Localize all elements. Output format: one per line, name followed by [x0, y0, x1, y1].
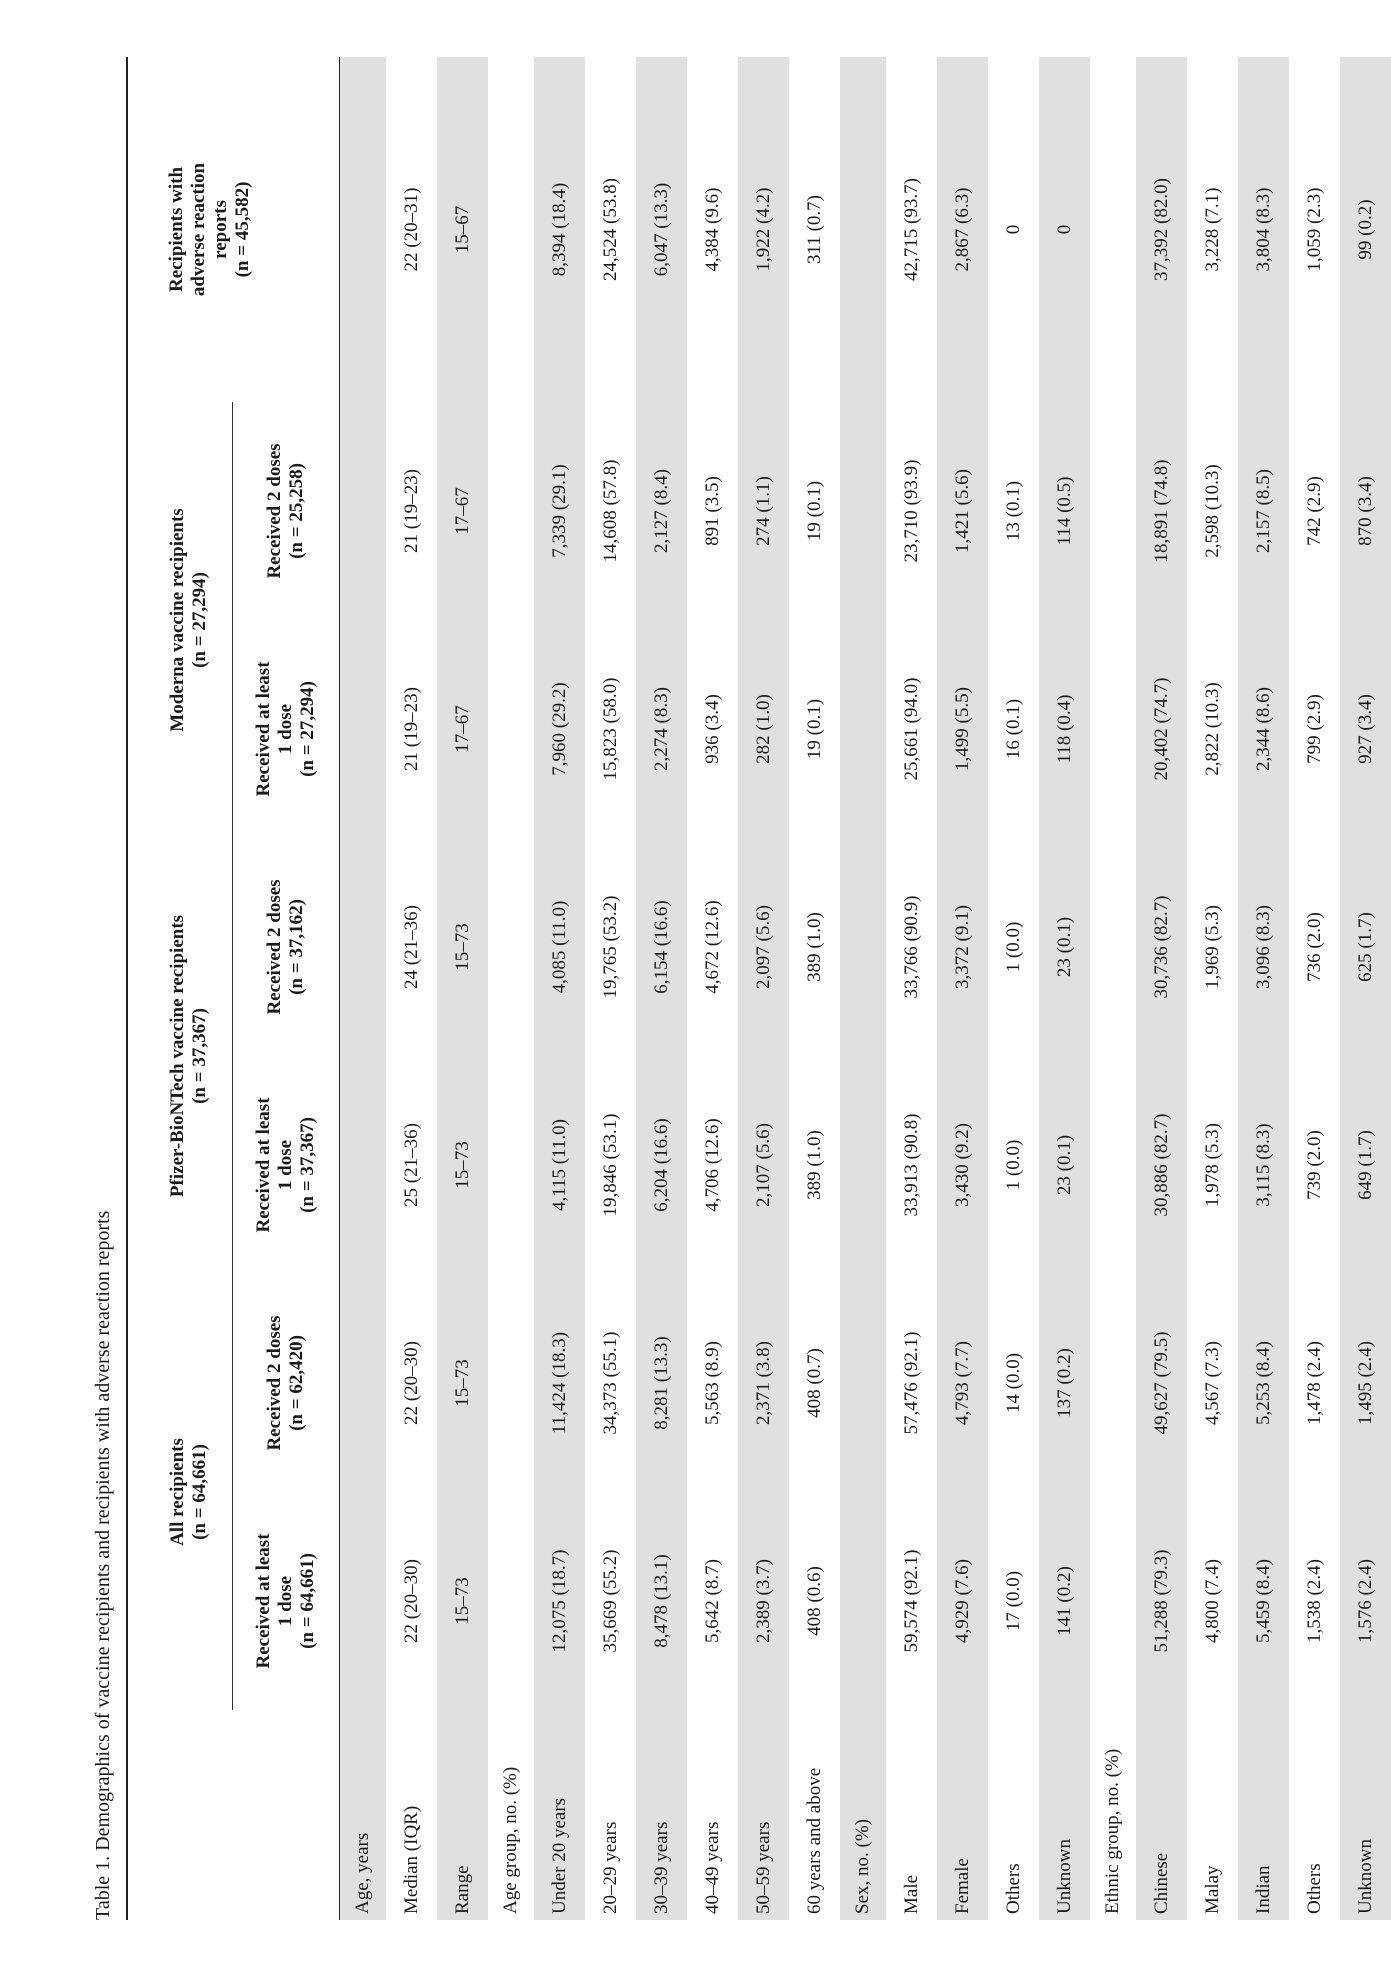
table-cell: 24,524 (53.8) — [599, 178, 621, 281]
table-cell — [1090, 57, 1136, 402]
subheader-pfizer-1-dose — [233, 1056, 340, 1274]
table-cell: 739 (2.0) — [1303, 1130, 1325, 1200]
table-cell: 4,793 (7.7) — [937, 1274, 988, 1492]
header-text: (n = 62,420) — [286, 1335, 307, 1431]
table-cell: 19,846 (53.1) — [599, 1113, 621, 1217]
table-cell — [340, 57, 387, 402]
table-cell: 13 (0.1) — [1002, 480, 1024, 542]
table-cell — [840, 1492, 886, 1710]
table-cell: 2,157 (8.5) — [1238, 402, 1289, 620]
table-cell: 15–73 — [437, 1274, 488, 1492]
table-cell: 11,424 (18.3) — [534, 1274, 585, 1492]
table-cell: 6,204 (16.6) — [636, 1056, 687, 1274]
table-cell: 25 (21–36) — [400, 1123, 422, 1207]
table-cell: 5,642 (8.7) — [701, 1559, 723, 1643]
table-cell: 17 (0.0) — [1002, 1570, 1024, 1632]
table-row — [437, 57, 488, 1920]
table-cell: 51,288 (79.3) — [1136, 1492, 1187, 1710]
table-cell: 30,886 (82.7) — [1136, 1056, 1187, 1274]
table-cell — [1090, 1056, 1136, 1274]
table-cell: 4,384 (9.6) — [701, 187, 723, 272]
table-cell: 8,478 (13.1) — [636, 1492, 687, 1710]
table-cell: 19,765 (53.2) — [599, 895, 621, 999]
header-text: All recipients — [167, 1438, 188, 1546]
table-row — [1136, 57, 1187, 1920]
table-cell: 1,538 (2.4) — [1303, 1559, 1325, 1643]
table-cell — [1090, 402, 1136, 620]
table-cell: 742 (2.9) — [1303, 476, 1325, 546]
row-label: 30–39 years — [636, 1710, 687, 1920]
row-label: Others — [1303, 1863, 1325, 1914]
table-cell — [340, 620, 387, 838]
group-header-row — [146, 57, 233, 1920]
table-cell: 408 (0.6) — [803, 1566, 825, 1636]
table-cell: 14,608 (57.8) — [599, 459, 621, 563]
table-cell: 4,706 (12.6) — [701, 1118, 723, 1212]
table-cell: 2,097 (5.6) — [738, 838, 789, 1056]
header-text: (n = 64,661) — [297, 1553, 318, 1649]
table-row — [1238, 57, 1289, 1920]
table-cell: 49,627 (79.5) — [1136, 1274, 1187, 1492]
table-cell: 7,960 (29.2) — [534, 620, 585, 838]
table-cell: 42,715 (93.7) — [900, 178, 922, 281]
stub-header — [146, 1710, 340, 1920]
row-label: Indian — [1238, 1710, 1289, 1920]
row-label: Sex, no. (%) — [840, 1710, 886, 1920]
table-cell: 33,766 (90.9) — [900, 895, 922, 999]
table-cell — [1090, 620, 1136, 838]
table-cell: 1 (0.0) — [1002, 921, 1024, 973]
table-cell: 1,421 (5.6) — [937, 402, 988, 620]
table-cell: 1,978 (5.3) — [1201, 1123, 1223, 1207]
table-cell: 22 (20–31) — [400, 187, 422, 272]
header-text: Recipients with adverse reaction reports — [166, 162, 231, 297]
table-cell — [488, 402, 534, 620]
table-cell — [488, 838, 534, 1056]
table-cell: 2,107 (5.6) — [738, 1056, 789, 1274]
table-cell: 19 (0.1) — [803, 480, 825, 542]
table-cell: 23,710 (93.9) — [900, 459, 922, 563]
header-text: 1 dose — [275, 703, 296, 755]
table-cell — [1090, 1274, 1136, 1492]
table-cell: 4,567 (7.3) — [1201, 1341, 1223, 1425]
header-text: (n = 37,162) — [286, 899, 307, 995]
table-cell: 23 (0.1) — [1039, 838, 1090, 1056]
table-cell: 274 (1.1) — [738, 402, 789, 620]
section-row — [340, 57, 387, 1920]
table-cell — [488, 620, 534, 838]
row-label: Ethnic group, no. (%) — [1102, 1748, 1123, 1914]
subheader-moderna-2-doses — [233, 402, 340, 620]
row-label: Median (IQR) — [400, 1805, 422, 1914]
table-cell: 4,672 (12.6) — [701, 900, 723, 994]
table-cell: 15–73 — [437, 838, 488, 1056]
table-cell: 24 (21–36) — [400, 905, 422, 989]
table-cell: 22 (20–30) — [400, 1559, 422, 1643]
header-text: (n = 25,258) — [286, 463, 307, 559]
table-cell: 408 (0.7) — [803, 1348, 825, 1418]
table-cell: 35,669 (55.2) — [599, 1549, 621, 1653]
subheader-pfizer-2-doses — [233, 838, 340, 1056]
table-cell — [840, 1056, 886, 1274]
table-cell: 1 (0.0) — [1002, 1139, 1024, 1191]
table-cell: 2,822 (10.3) — [1201, 682, 1223, 776]
table-cell: 5,253 (8.4) — [1238, 1274, 1289, 1492]
table-cell: 625 (1.7) — [1340, 838, 1391, 1056]
header-text: Received at least — [253, 661, 274, 797]
table-row — [636, 57, 687, 1920]
table-cell: 799 (2.9) — [1303, 694, 1325, 764]
header-text: (n = 64,661) — [189, 1444, 210, 1540]
table-cell: 14 (0.0) — [1002, 1352, 1024, 1414]
table-cell: 389 (1.0) — [803, 1130, 825, 1200]
table-cell: 3,430 (9.2) — [937, 1056, 988, 1274]
table-cell: 927 (3.4) — [1340, 620, 1391, 838]
table-cell: 1,478 (2.4) — [1303, 1341, 1325, 1425]
section-row — [1090, 57, 1136, 1920]
table-cell: 891 (3.5) — [701, 476, 723, 546]
header-text: Moderna vaccine recipients — [167, 508, 188, 732]
table-cell: 33,913 (90.8) — [900, 1113, 922, 1217]
table-cell — [488, 1056, 534, 1274]
top-rule — [126, 57, 128, 1920]
header-text: Pfizer-BioNTech vaccine recipients — [167, 914, 188, 1198]
header-text: (n = 37,367) — [189, 1008, 210, 1104]
header-text: Received 2 doses — [264, 443, 285, 579]
row-label: Malay — [1201, 1865, 1223, 1914]
table-cell — [840, 838, 886, 1056]
table-cell — [488, 1492, 534, 1710]
table-row — [534, 57, 585, 1920]
table-cell: 5,459 (8.4) — [1238, 1492, 1289, 1710]
table-cell: 20,402 (74.7) — [1136, 620, 1187, 838]
group-header-all — [146, 1274, 233, 1710]
subheader-all-1-dose — [233, 1492, 340, 1710]
table-cell: 2,344 (8.6) — [1238, 620, 1289, 838]
table-cell: 23 (0.1) — [1039, 1056, 1090, 1274]
subheader-all-2-doses — [233, 1274, 340, 1492]
table-row — [1187, 57, 1238, 1920]
row-label: Age group, no. (%) — [500, 1766, 521, 1914]
table-cell: 3,115 (8.3) — [1238, 1056, 1289, 1274]
table-cell: 15–73 — [437, 1492, 488, 1710]
table-cell: 6,154 (16.6) — [636, 838, 687, 1056]
table-cell: 311 (0.7) — [803, 195, 825, 264]
table-cell: 736 (2.0) — [1303, 912, 1325, 982]
table-row — [789, 57, 840, 1920]
table-cell: 3,228 (7.1) — [1201, 187, 1223, 272]
table-cell: 1,922 (4.2) — [738, 57, 789, 402]
header-text: 1 dose — [275, 1575, 296, 1627]
table-cell: 2,371 (3.8) — [738, 1274, 789, 1492]
table-cell: 25,661 (94.0) — [900, 677, 922, 781]
table-cell: 2,127 (8.4) — [636, 402, 687, 620]
table-cell: 99 (0.2) — [1340, 57, 1391, 402]
row-label: Male — [900, 1874, 922, 1914]
table-row — [988, 57, 1039, 1920]
row-label: 40–49 years — [701, 1821, 723, 1914]
table-cell: 22 (20–30) — [400, 1341, 422, 1425]
table-cell: 282 (1.0) — [738, 620, 789, 838]
table-cell — [340, 1492, 387, 1710]
group-header-moderna — [146, 402, 233, 838]
header-text: Received 2 doses — [264, 1315, 285, 1451]
table-cell: 137 (0.2) — [1039, 1274, 1090, 1492]
table-cell: 936 (3.4) — [701, 694, 723, 764]
table-row — [1039, 57, 1090, 1920]
table-cell: 114 (0.5) — [1039, 402, 1090, 620]
table-caption: Table 1. Demographics of vaccine recipients and recipients with adverse reaction reports — [92, 1210, 114, 1920]
table-cell: 1,969 (5.3) — [1201, 905, 1223, 989]
table-cell: 4,929 (7.6) — [937, 1492, 988, 1710]
table-cell: 141 (0.2) — [1039, 1492, 1090, 1710]
table-cell: 870 (3.4) — [1340, 402, 1391, 620]
table-cell: 21 (19–23) — [400, 687, 422, 771]
row-label: Under 20 years — [534, 1710, 585, 1920]
header-text: (n = 27,294) — [297, 681, 318, 777]
table-cell: 2,389 (3.7) — [738, 1492, 789, 1710]
header-text: Received at least — [253, 1097, 274, 1233]
section-row — [488, 57, 534, 1920]
table-cell — [840, 402, 886, 620]
table-row — [738, 57, 789, 1920]
table-cell: 15–73 — [437, 1056, 488, 1274]
table-cell — [340, 402, 387, 620]
demographics-table — [146, 57, 1391, 1920]
subheader-moderna-1-dose — [233, 620, 340, 838]
table-cell — [488, 1274, 534, 1492]
table-cell: 389 (1.0) — [803, 912, 825, 982]
group-header-adverse — [146, 57, 340, 402]
table-cell: 18,891 (74.8) — [1136, 402, 1187, 620]
table-cell — [340, 838, 387, 1056]
header-text: (n = 27,294) — [189, 572, 210, 668]
row-label: Others — [1002, 1863, 1024, 1914]
group-header-pfizer — [146, 838, 233, 1274]
row-label: Unknown — [1340, 1710, 1391, 1920]
table-cell: 2,598 (10.3) — [1201, 464, 1223, 558]
table-cell — [488, 57, 534, 402]
table-cell: 37,392 (82.0) — [1136, 57, 1187, 402]
table-cell: 17–67 — [437, 620, 488, 838]
table-cell: 1,576 (2.4) — [1340, 1492, 1391, 1710]
row-label: Range — [437, 1710, 488, 1920]
table-cell: 8,394 (18.4) — [534, 57, 585, 402]
table-row — [386, 57, 437, 1920]
table-cell: 7,339 (29.1) — [534, 402, 585, 620]
table-cell: 4,085 (11.0) — [534, 838, 585, 1056]
table-cell: 3,804 (8.3) — [1238, 57, 1289, 402]
table-cell: 4,115 (11.0) — [534, 1056, 585, 1274]
table-cell: 3,096 (8.3) — [1238, 838, 1289, 1056]
header-text: (n = 45,582) — [232, 181, 253, 278]
table-cell: 19 (0.1) — [803, 698, 825, 760]
table-cell — [1090, 838, 1136, 1056]
header-text: Received 2 doses — [264, 879, 285, 1015]
table-cell — [840, 1274, 886, 1492]
row-label: 60 years and above — [803, 1767, 825, 1914]
rotated-table-page — [80, 57, 1376, 1920]
table-row — [585, 57, 636, 1920]
table-cell: 1,495 (2.4) — [1340, 1274, 1391, 1492]
table-row — [886, 57, 937, 1920]
table-cell: 8,281 (13.3) — [636, 1274, 687, 1492]
row-label: Female — [937, 1710, 988, 1920]
table-cell: 15,823 (58.0) — [599, 677, 621, 781]
table-cell: 0 — [1002, 224, 1024, 235]
row-label: Unknown — [1039, 1710, 1090, 1920]
table-cell: 6,047 (13.3) — [636, 57, 687, 402]
header-text: Received at least — [253, 1533, 274, 1669]
table-cell: 118 (0.4) — [1039, 620, 1090, 838]
table-cell — [340, 1274, 387, 1492]
table-cell: 3,372 (9.1) — [937, 838, 988, 1056]
header-text: 1 dose — [275, 1139, 296, 1191]
table-cell: 2,867 (6.3) — [937, 57, 988, 402]
table-cell: 16 (0.1) — [1002, 698, 1024, 760]
table-cell — [840, 620, 886, 838]
row-label: Age, years — [340, 1710, 387, 1920]
header-text: (n = 37,367) — [297, 1117, 318, 1213]
row-label: Chinese — [1136, 1710, 1187, 1920]
table-cell: 12,075 (18.7) — [534, 1492, 585, 1710]
table-cell: 30,736 (82.7) — [1136, 838, 1187, 1056]
table-cell: 649 (1.7) — [1340, 1056, 1391, 1274]
table-cell: 15–67 — [437, 57, 488, 402]
table-row — [937, 57, 988, 1920]
table-cell: 34,373 (55.1) — [599, 1331, 621, 1435]
table-cell: 57,476 (92.1) — [900, 1331, 922, 1435]
row-label: 50–59 years — [738, 1710, 789, 1920]
table-cell: 1,499 (5.5) — [937, 620, 988, 838]
table-row — [1289, 57, 1340, 1920]
table-row — [687, 57, 738, 1920]
table-cell: 17–67 — [437, 402, 488, 620]
section-row — [840, 57, 886, 1920]
table-row — [1340, 57, 1391, 1920]
table-cell: 5,563 (8.9) — [701, 1341, 723, 1425]
table-cell — [840, 57, 886, 402]
table-cell: 59,574 (92.1) — [900, 1549, 922, 1653]
table-cell: 4,800 (7.4) — [1201, 1559, 1223, 1643]
table-cell: 0 — [1039, 57, 1090, 402]
table-cell: 2,274 (8.3) — [636, 620, 687, 838]
table-cell — [340, 1056, 387, 1274]
row-label: 20–29 years — [599, 1821, 621, 1914]
table-cell: 1,059 (2.3) — [1303, 187, 1325, 272]
table-cell — [1090, 1492, 1136, 1710]
table-cell: 21 (19–23) — [400, 469, 422, 553]
